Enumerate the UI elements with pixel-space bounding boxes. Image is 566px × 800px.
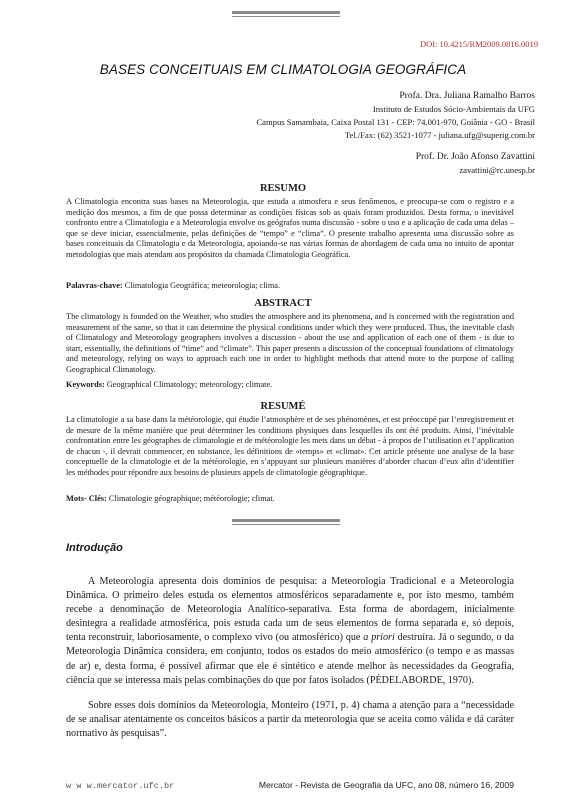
intro-p1-emphasis: a priori (363, 632, 395, 644)
abstract-keywords (66, 380, 514, 389)
intro-paragraph-1 (66, 575, 514, 688)
resumo-keywords (66, 281, 514, 290)
intro-p1-part-a: A Meteorologia apresenta dois domínios de pesquisa: a Meteorologia Tradicional e a Meteorologia Dinâmica. O primeiro deles estuda os elementos atmosféricos separadamente e, por isto mesmo, também recebe a denominação de Meteorologia Analítico-separativa. Esta forma de abordagem, inicialmente desintegra a realidade atmosférica, pois estuda cada um de seus elementos de forma separada e, só depois, tenta reconstruir, laboriosamente, o complexo vivo (ou atmosférico) que (66, 576, 514, 644)
author-1-contact: Tel./Fax: (62) 3521-1077 - juliana.ufg@superig.com.br (344, 130, 535, 140)
introduction-heading: Introdução (66, 542, 123, 554)
author-block (256, 90, 535, 177)
footer-journal-citation: Mercator - Revista de Geografia da UFC, ano 08, número 16, 2009 (258, 780, 514, 790)
resumo-keywords-label: Palavras-chave: (66, 281, 123, 290)
resume-heading: RESUMÉ (260, 401, 306, 412)
resume-keywords-label: Mots- Clés: (66, 494, 107, 503)
resumo-text: A Climatologia encontra suas bases na Meteorologia, que estuda a atmosfera e seus fenômenos, e preocupa-se com o registro e a medição dos mesmos, a fim de que possa determinar as condições físicas sob as quais foram produzidos. Desta forma, o inevitável confronto entre a Climatologia e a Meteorologia envolve os geógrafos numa discussão - sobre o uso e a aplicação de cada uma delas – que se deve iniciar, essencialmente, pelas definições de “tempo” e “clima”. O presente trabalho apresenta uma discussão sobre as bases conceituais da Climatologia e da Meteorologia, apoiando-se nas várias formas de abordagem de cada uma no intuito de apontar metodologias que mais atendam aos propósitos da chamada Climatologia Geográfica. (66, 197, 514, 259)
resumo-keywords-text: Climatologia Geográfica; meteorologia; clima. (124, 281, 281, 290)
top-decorative-rule-thin (232, 16, 340, 17)
section-divider-thin (232, 524, 340, 525)
top-decorative-rule (232, 11, 340, 14)
intro-paragraph-2: Sobre esses dois domínios da Meteorologia, Monteiro (1971, p. 4) chama a atenção para a “necessidade de se analisar atentamente os conceitos básicos a partir da meteorologia que se aceita como válida e dá caráter normativo às pesquisas”. (66, 700, 514, 740)
resumo-heading: RESUMO (259, 183, 307, 194)
resume-text: La climatologie a sa base dans la météorologie, qui étudie l’atmosphère et de ses phénomènes, et est préoccupé par l’enregistrement et de mesure de la même manière que peut déterminer les conditions physiques dans lesquelles ils ont été produits. Ainsi, l’inévitable confrontation entre les géographes de climatologie et de météorologie les mets dans un débat - à propos de l’utilisation et l’application de chacun -, il devrait commencer, en substance, les définitions de «temps» et «climat». Cet article présente une analyse de la base conceptuelle de la climatologie et de la météorologie, en s’appuyant sur plusieurs manières d’aborder chacun d’eux afin d’identifier les méthodes pour répondre aux besoins de plusieurs appels de climatologie géographique. (66, 415, 514, 477)
footer-website-link[interactable]: w w w.mercator.ufc.br (66, 781, 175, 791)
intro-p1-part-b: destruíra. Já o segundo, o da Meteorologia Dinâmica considera, em conjunto, todos os estados do meio atmosférico (o tempo e as massas de ar) e, desta forma, é possível afirmar que ele é sintético e atende melhor às necessidades da Geografia, ciência que se interessa mais pelas combinações do que por fatos isolados (PÉDELABORDE, 1970). (66, 632, 514, 686)
resume-keywords-text: Climatologie géographique; météorologie; climat. (108, 494, 275, 503)
author-2-email: zavattini@rc.unesp.br (459, 165, 535, 175)
abstract-heading: ABSTRACT (254, 298, 312, 309)
paper-title: BASES CONCEITUAIS EM CLIMATOLOGIA GEOGRÁFICA (99, 62, 467, 77)
author-1-name: Profa. Dra. Juliana Ramalho Barros (399, 91, 535, 101)
abstract-keywords-label: Keywords: (66, 380, 105, 389)
author-1-institution: Instituto de Estudos Sócio-Ambientais da UFG (372, 104, 535, 114)
section-divider (232, 519, 340, 522)
author-1-address: Campus Samambaia, Caixa Postal 131 - CEP: 74.001-970, Goiânia - GO - Brasil (256, 117, 535, 127)
author-2-name: Prof. Dr. João Afonso Zavattini (415, 152, 535, 162)
resume-keywords (66, 494, 514, 503)
abstract-text: The climatology is founded on the Weather, who studies the atmosphere and its phenomena, and is concerned with the registration and measurement of the same, so that it can determine the physical conditions under which they were produced. Thus, the inevitable clash of Climatology and Meteorology geographers involves a discussion - about the use and application of each one of them - is due to start, essentially, the definitions of “time” and “climate”. This paper presents a discussion of the conceptual foundations of climatology and meteorology, relying on ways to approach each one in order to highlight methods that attend more to the purpose of calling Geographical Climatology. (66, 312, 514, 374)
doi-link[interactable]: DOI: 10.4215/RM2009.0816.0019 (419, 39, 538, 49)
abstract-keywords-text: Geographical Climatology; meteorology; climate. (106, 380, 273, 389)
